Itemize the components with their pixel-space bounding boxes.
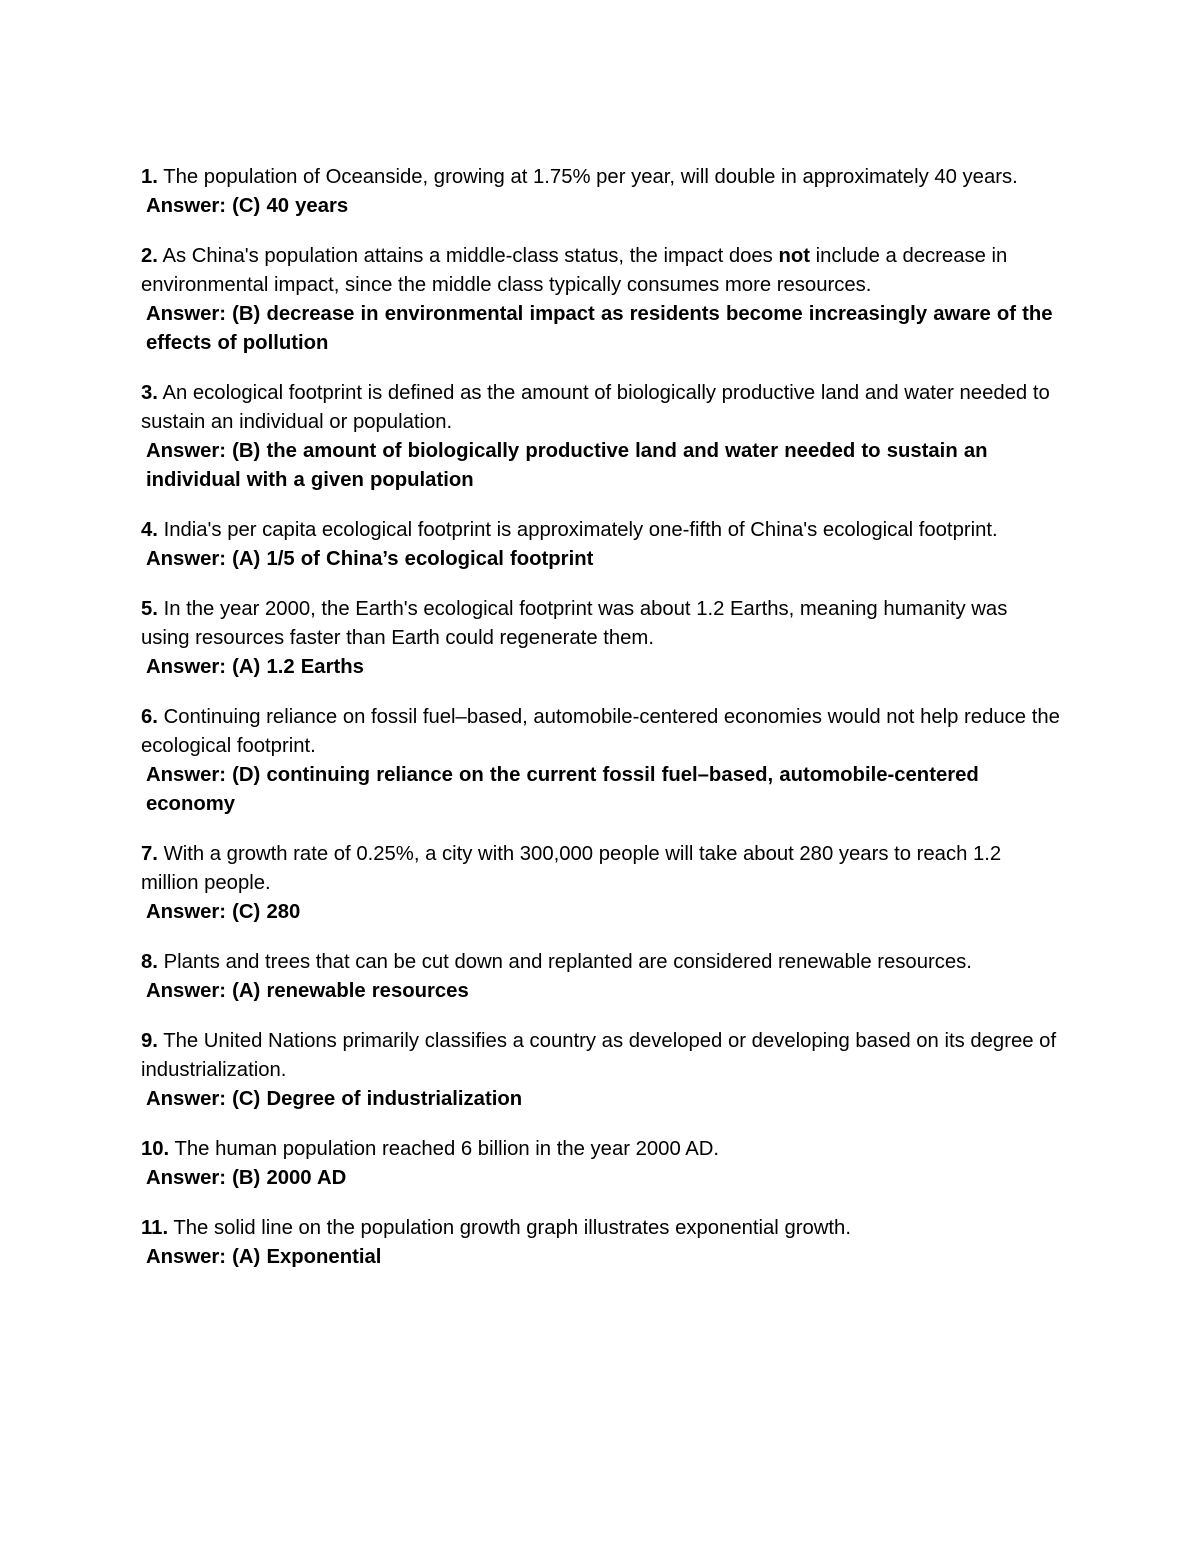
- question-text: The population of Oceanside, growing at 1.75% per year, will double in approximately 40 years.: [163, 166, 1018, 188]
- qa-item-2: [141, 242, 1061, 358]
- answer-2: Answer: (B) decrease in environmental impact as residents become increasingly aware of the effects of pollution: [146, 303, 1053, 354]
- question-number: 4.: [141, 519, 158, 541]
- qa-item-1: [141, 163, 1061, 221]
- question-6: [141, 703, 1061, 761]
- answer-1: Answer: (C) 40 years: [146, 195, 349, 217]
- answer-4: Answer: (A) 1/5 of China’s ecological footprint: [146, 548, 594, 570]
- question-text: Continuing reliance on fossil fuel–based, automobile-centered economies would not help reduce the ecological footprint.: [141, 706, 1060, 757]
- answer-7: Answer: (C) 280: [146, 901, 301, 923]
- question-number: 3.: [141, 382, 158, 404]
- question-2: [141, 242, 1061, 300]
- question-number: 9.: [141, 1030, 158, 1052]
- qa-item-9: [141, 1027, 1061, 1114]
- qa-item-6: [141, 703, 1061, 819]
- question-text-before: As China's population attains a middle-class status, the impact does: [162, 245, 773, 267]
- question-4: [141, 516, 1061, 545]
- question-number: 6.: [141, 706, 158, 728]
- qa-item-3: [141, 379, 1061, 495]
- question-8: [141, 948, 1061, 977]
- question-text-after: include a decrease in environmental impact, since the middle class typically consumes more resources.: [141, 245, 1008, 296]
- question-text: An ecological footprint is defined as the amount of biologically productive land and water needed to sustain an individual or population.: [141, 382, 1050, 433]
- question-text: The human population reached 6 billion in the year 2000 AD.: [174, 1138, 720, 1160]
- answer-8: Answer: (A) renewable resources: [146, 980, 469, 1002]
- question-text: Plants and trees that can be cut down and replanted are considered renewable resources.: [163, 951, 972, 973]
- question-1: [141, 163, 1061, 192]
- question-number: 8.: [141, 951, 158, 973]
- question-number: 10.: [141, 1138, 170, 1160]
- qa-item-10: [141, 1135, 1061, 1193]
- question-number: 7.: [141, 843, 158, 865]
- question-text: India's per capita ecological footprint is approximately one-fifth of China's ecological footprint.: [163, 519, 998, 541]
- answer-5: Answer: (A) 1.2 Earths: [146, 656, 364, 678]
- answer-6: Answer: (D) continuing reliance on the current fossil fuel–based, automobile-centered economy: [146, 764, 979, 815]
- answer-11: Answer: (A) Exponential: [146, 1246, 382, 1268]
- answer-3: Answer: (B) the amount of biologically productive land and water needed to sustain an individual with a given population: [146, 440, 988, 491]
- document-page: [141, 163, 1061, 1293]
- question-text: The solid line on the population growth graph illustrates exponential growth.: [173, 1217, 851, 1239]
- answer-9: Answer: (C) Degree of industrialization: [146, 1088, 523, 1110]
- question-10: [141, 1135, 1061, 1164]
- qa-item-8: [141, 948, 1061, 1006]
- question-9: [141, 1027, 1061, 1085]
- qa-item-7: [141, 840, 1061, 927]
- question-number: 5.: [141, 598, 158, 620]
- question-7: [141, 840, 1061, 898]
- answer-10: Answer: (B) 2000 AD: [146, 1167, 347, 1189]
- question-number: 1.: [141, 166, 158, 188]
- question-number: 11.: [141, 1217, 169, 1239]
- question-number: 2.: [141, 245, 158, 267]
- qa-item-4: [141, 516, 1061, 574]
- question-text: With a growth rate of 0.25%, a city with 300,000 people will take about 280 years to reach 1.2 million people.: [141, 843, 1002, 894]
- question-3: [141, 379, 1061, 437]
- question-text: In the year 2000, the Earth's ecological footprint was about 1.2 Earths, meaning humanity was using resources faster than Earth could regenerate them.: [141, 598, 1008, 649]
- question-text: The United Nations primarily classifies a country as developed or developing based on its degree of industrialization.: [141, 1030, 1057, 1081]
- qa-item-5: [141, 595, 1061, 682]
- question-emphasis: not: [778, 245, 810, 267]
- qa-item-11: [141, 1214, 1061, 1272]
- question-11: [141, 1214, 1061, 1243]
- question-5: [141, 595, 1061, 653]
